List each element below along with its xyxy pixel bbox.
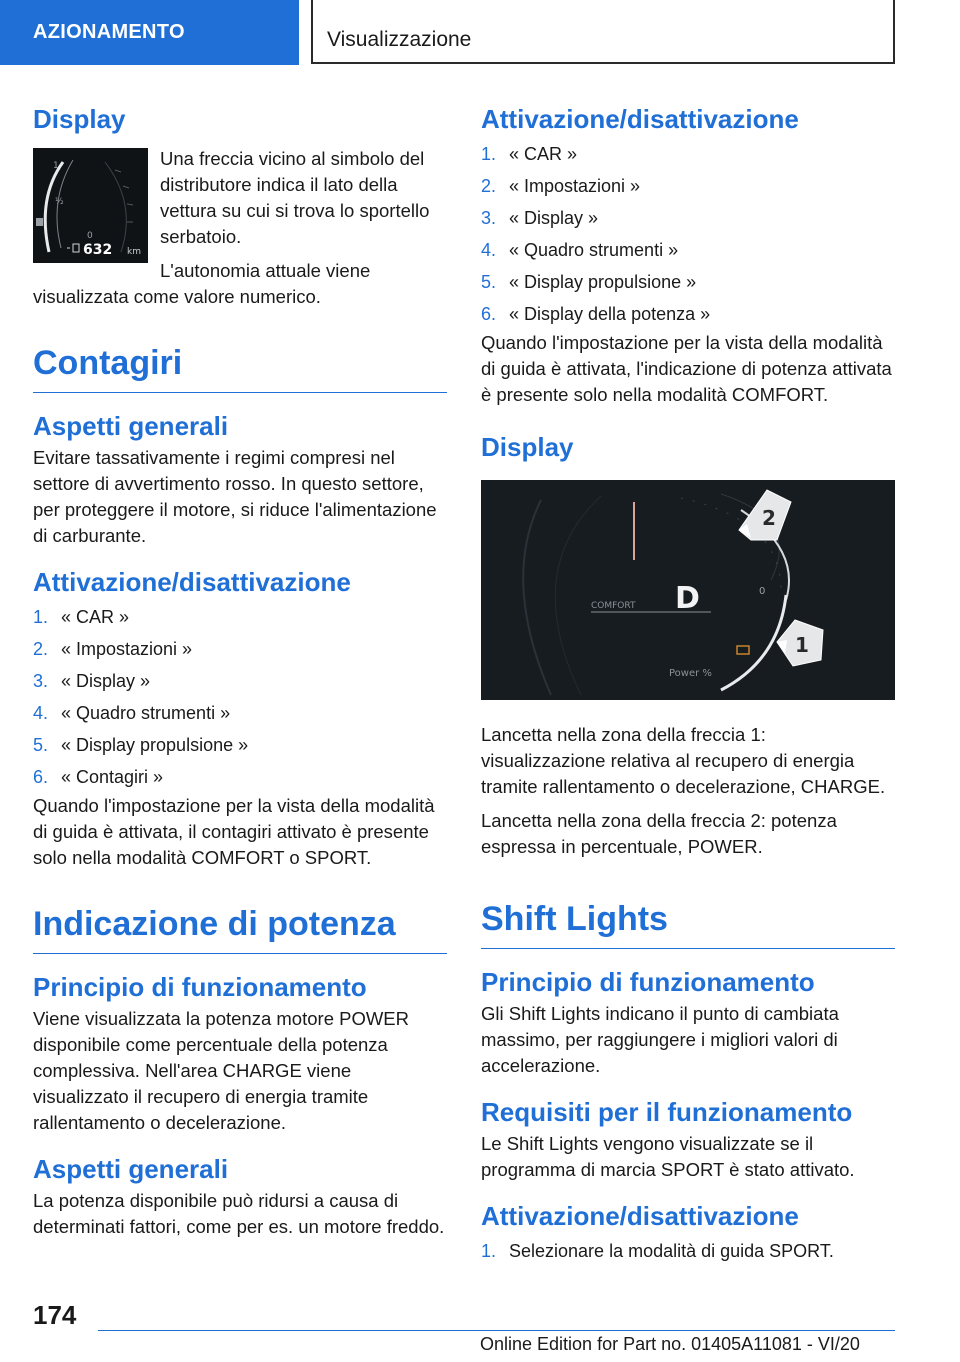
- aspetti-generali-heading: Aspetti generali: [33, 411, 229, 441]
- list-item: 5. « Display propulsione »: [481, 272, 697, 292]
- arrow-1-paragraph: Lancetta nella zona della freccia 1: visualizzazione relativa al recupero di energia tramite rallentamento o decelerazione, CHARGE.: [481, 724, 886, 797]
- power-gauge-svg: [481, 480, 895, 700]
- list-item: 6. « Contagiri »: [33, 767, 164, 787]
- left-steps-list: [33, 601, 447, 793]
- principio-heading: Principio di funzionamento: [33, 972, 367, 1002]
- display-heading: Display: [33, 104, 126, 134]
- principio-paragraph: Viene visualizzata la potenza motore POWER disponibile come percentuale della potenza complessiva. Nell'area CHARGE viene visualizzato il recupero di energia tramite rallentamento o decelerazione.: [33, 1008, 410, 1133]
- list-item: 2. « Impostazioni »: [33, 639, 193, 659]
- list-item: 5. « Display propulsione »: [33, 735, 249, 755]
- aspetti-generali-2-heading: Aspetti generali: [33, 1154, 229, 1184]
- right-steps2-list: [481, 1235, 895, 1267]
- indicazione-potenza-heading: Indicazione di potenza: [33, 901, 447, 954]
- attivazione-paragraph: Quando l'impostazione per la vista della modalità di guida è attivata, il contagiri attivato è presente solo nella modalità COMFORT o SPORT.: [33, 795, 435, 868]
- attivazione-2-heading: Attivazione/disattivazione: [481, 1201, 799, 1231]
- aspetti-paragraph: Evitare tassativamente i regimi compresi nel settore di avvertimento rosso. In questo settore, per proteggere il motore, si riduce l'alimentazione di carburante.: [33, 447, 437, 546]
- subsection-header: Visualizzazione: [311, 0, 895, 64]
- attivazione-heading: Attivazione/disattivazione: [33, 567, 351, 597]
- list-item: 3. « Display »: [33, 671, 151, 691]
- shift-lights-heading: Shift Lights: [481, 896, 895, 949]
- list-item: 1. Selezionare la modalità di guida SPORT.: [481, 1241, 834, 1261]
- footer-divider: [98, 1330, 895, 1331]
- range-value: 632: [83, 242, 113, 258]
- list-item: 1. « CAR »: [481, 144, 578, 164]
- left-column: [33, 100, 447, 1240]
- principio-right-heading: Principio di funzionamento: [481, 967, 815, 997]
- right-steps-list: [481, 138, 895, 330]
- gauge-mark-full: 1: [53, 161, 59, 171]
- contagiri-heading: Contagiri: [33, 340, 447, 393]
- mode-label: COMFORT: [591, 601, 636, 611]
- power-percent-label: Power %: [669, 668, 712, 679]
- list-item: 4. « Quadro strumenti »: [481, 240, 679, 260]
- fuel-gauge-svg: [33, 148, 148, 263]
- range-unit: km: [127, 247, 141, 257]
- section-tab: AZIONAMENTO: [0, 0, 299, 65]
- list-item: 6. « Display della potenza »: [481, 304, 711, 324]
- right-column: [481, 100, 895, 1267]
- gauge-mark-empty: 0: [87, 231, 93, 241]
- principio-right-paragraph: Gli Shift Lights indicano il punto di cambiata massimo, per raggiungere i migliori valori di accelerazione.: [481, 1003, 839, 1076]
- power-gauge-figure: [481, 480, 895, 700]
- attivazione-right-heading: Attivazione/disattivazione: [481, 104, 799, 134]
- fuel-pump-icon-range: [67, 244, 79, 252]
- requisiti-paragraph: Le Shift Lights vengono visualizzate se il programma di marcia SPORT è stato attivato.: [481, 1133, 855, 1180]
- fuel-pump-icon: [36, 218, 43, 226]
- display-paragraph-2: L'autonomia attuale viene visualizzata come valore numerico.: [33, 260, 371, 307]
- gear-indicator: D: [675, 581, 700, 616]
- page-number: 174: [33, 1300, 77, 1330]
- attivazione-right-paragraph: Quando l'impostazione per la vista della modalità di guida è attivata, l'indicazione di potenza attivata è presente solo nella modalità COMFORT.: [481, 332, 892, 405]
- zero-mark: 0: [759, 586, 766, 597]
- svg-text:1: 1: [795, 633, 809, 657]
- list-item: 2. « Impostazioni »: [481, 176, 641, 196]
- svg-text:2: 2: [762, 506, 776, 530]
- arrow-2-paragraph: Lancetta nella zona della freccia 2: potenza espressa in percentuale, POWER.: [481, 810, 837, 857]
- gauge-mark-half: ½: [55, 197, 64, 207]
- requisiti-heading: Requisiti per il funzionamento: [481, 1097, 853, 1127]
- list-item: 1. « CAR »: [33, 607, 130, 627]
- display-right-heading: Display: [481, 432, 574, 462]
- list-item: 4. « Quadro strumenti »: [33, 703, 231, 723]
- list-item: 3. « Display »: [481, 208, 599, 228]
- fuel-gauge-figure: [33, 148, 148, 263]
- display-paragraph-1: Una freccia vicino al simbolo del distributore indica il lato della vettura su cui si trova lo sportello serbatoio.: [160, 148, 430, 247]
- aspetti-2-paragraph: La potenza disponibile può ridursi a causa di determinati fattori, come per es. un motore freddo.: [33, 1190, 445, 1237]
- edition-note: Online Edition for Part no. 01405A11081 - VI/20: [480, 1334, 860, 1354]
